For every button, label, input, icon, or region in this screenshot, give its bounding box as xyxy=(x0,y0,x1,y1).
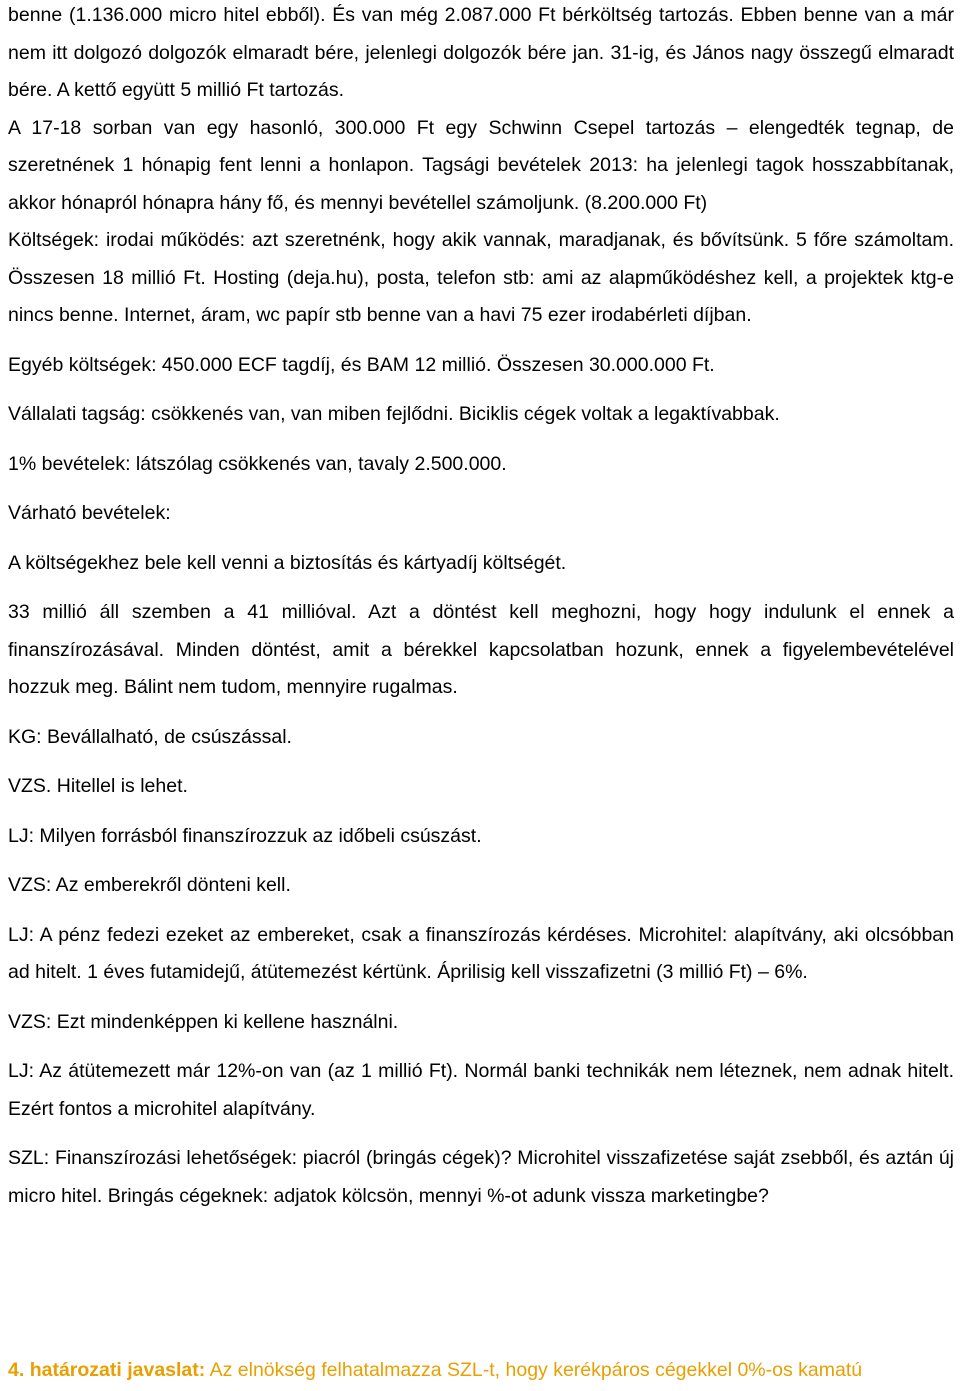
paragraph-other-costs: Egyéb költségek: 450.000 ECF tagdíj, és BAM 12 millió. Összesen 30.000.000 Ft. xyxy=(8,353,715,376)
paragraph-szl-financing: SZL: Finanszírozási lehetőségek: piacról (bringás cégek)? Microhitel visszafizetése saját zsebből, és aztán új micro hitel. Bringás cégeknek: adjatok kölcsön, mennyi %-ot adunk vissza marketingbe? xyxy=(8,1147,954,1207)
paragraph-lj-source: LJ: Milyen forrásból finanszírozzuk az időbeli csúszást. xyxy=(8,824,482,847)
paragraph-insurance: A költségekhez bele kell venni a biztosítás és kártyadíj költségét. xyxy=(8,551,567,574)
paragraph-costs: Költségek: irodai működés: azt szeretnénk, hogy akik vannak, maradjanak, és bővítsünk. 5 főre számoltam. Összesen 18 millió Ft. Hosting (deja.hu), posta, telefon stb: ami az alapműködéshez kell, a projektek ktg-e nincs benne. Internet, áram, wc papír stb benne van a havi 75 ezer irodabérleti díjban. xyxy=(8,229,954,326)
paragraph-vzs-people: VZS: Az emberekről dönteni kell. xyxy=(8,874,291,896)
paragraph-expected-income: Várható bevételek: xyxy=(8,502,171,524)
resolution-number: 4. xyxy=(8,1359,25,1381)
paragraph-lj-rescheduled: LJ: Az átütemezett már 12%-on van (az 1 millió Ft). Normál banki technikák nem léteznek, nem adnak hitelt. Ezért fontos a microhitel alapítvány. xyxy=(8,1060,954,1120)
paragraph-corporate-membership: Vállalati tagság: csökkenés van, van miben fejlődni. Biciklis cégek voltak a legaktívabbak. xyxy=(8,403,780,425)
paragraph-vzs-use: VZS: Ezt mindenképpen ki kellene használni. xyxy=(8,1010,399,1033)
paragraph-vzs-credit: VZS. Hitellel is lehet. xyxy=(8,775,188,797)
paragraph-debt-summary: benne (1.136.000 micro hitel ebből). És van még 2.087.000 Ft bérköltség tartozás. Ebben benne van a már nem itt dolgozó dolgozók elmaradt bére, jelenlegi dolgozók bére jan. 31-ig, és János nagy összegű elmaradt bére. A kettő együtt 5 millió Ft tartozás. xyxy=(8,4,954,101)
paragraph-one-percent: 1% bevételek: látszólag csökkenés van, tavaly 2.500.000. xyxy=(8,452,507,475)
paragraph-lj-microloan: LJ: A pénz fedezi ezeket az embereket, csak a finanszírozás kérdéses. Microhitel: alapítvány, aki olcsóbban ad hitelt. 1 éves futamidejű, átütemezést kértünk. Áprilisig kell visszafizetni (3 millió Ft) – 6%. xyxy=(8,923,954,983)
resolution-proposal xyxy=(8,1355,862,1385)
paragraph-kg: KG: Bevállalható, de csúszással. xyxy=(8,725,292,748)
resolution-text: Az elnökség felhatalmazza SZL-t, hogy kerékpáros cégekkel 0%-os kamatú xyxy=(209,1359,863,1381)
resolution-label: határozati javaslat: xyxy=(29,1359,206,1381)
paragraph-decision: 33 millió áll szemben a 41 millióval. Azt a döntést kell meghozni, hogy hogy indulunk el ennek a finanszírozásával. Minden döntést, amit a bérekkel kapcsolatban hozunk, ennek a figyelembevételével hozzuk meg. Bálint nem tudom, mennyire rugalmas. xyxy=(8,601,954,698)
paragraph-schwinn-csepel: A 17-18 sorban van egy hasonló, 300.000 Ft egy Schwinn Csepel tartozás – elengedték tegnap, de szeretnének 1 hónapig fent lenni a honlapon. Tagsági bevételek 2013: ha jelenlegi tagok hosszabbítanak, akkor hónapról hónapra hány fő, és mennyi bevétellel számoljunk. (8.200.000 Ft) xyxy=(8,116,954,214)
